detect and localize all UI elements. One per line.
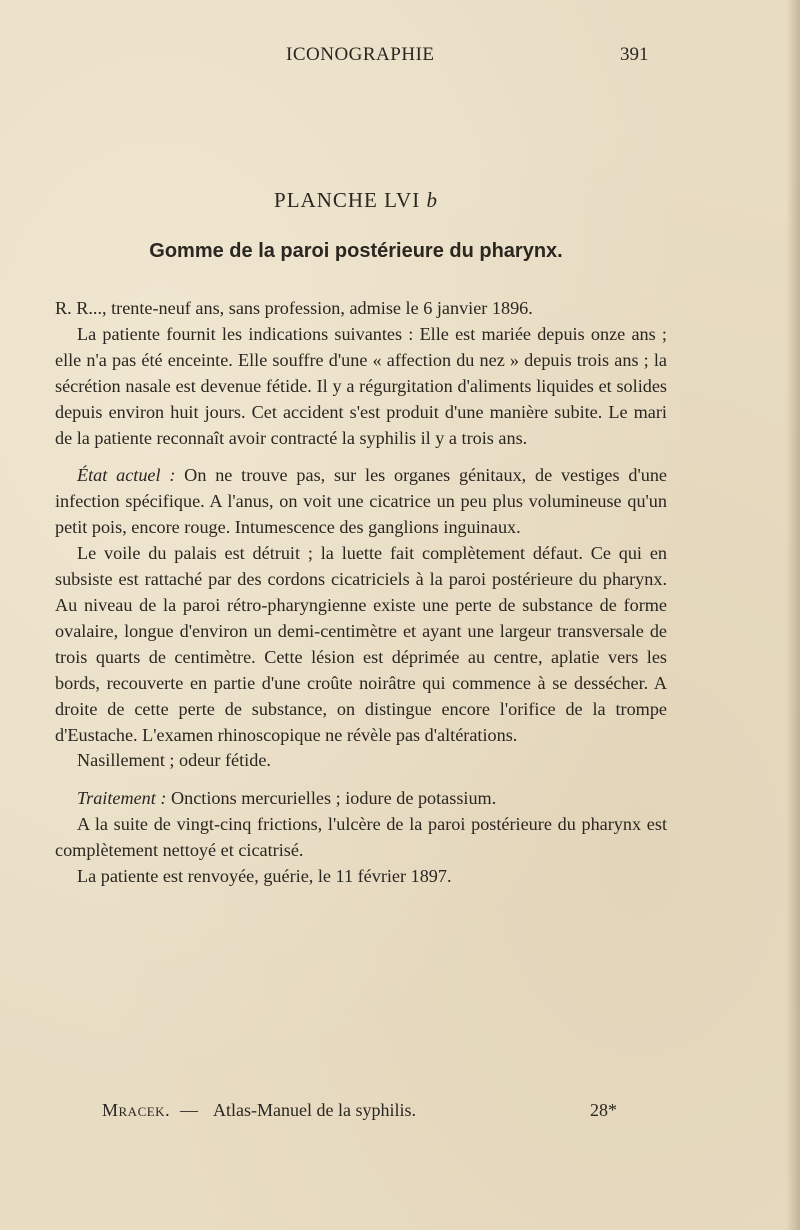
footer-author: Mracek. xyxy=(102,1100,171,1120)
signature-mark: 28* xyxy=(590,1100,617,1120)
page-edge-shadow xyxy=(786,0,800,1230)
subject-title: Gomme de la paroi postérieure du pharynx. xyxy=(149,240,563,262)
current-state-label: État actuel : xyxy=(77,465,176,486)
treatment-text: Onctions mercurielles ; iodure de potassium. xyxy=(166,788,497,809)
paragraph-treatment xyxy=(55,786,667,812)
page-footer xyxy=(0,1100,800,1126)
current-state-text: On ne trouve pas, sur les organes génitaux, de vestiges d'une infection spécifique. A l'anus, on voit une cicatrice un peu plus volumineuse qu'un petit pois, encore rouge. Intumescence des ganglions inguinaux. xyxy=(55,465,667,538)
plate-title xyxy=(0,188,712,213)
paragraph-symptoms: Nasillement ; odeur fétide. xyxy=(77,750,271,771)
paragraph-discharge: La patiente est renvoyée, guérie, le 11 février 1897. xyxy=(77,866,452,887)
page-header xyxy=(0,44,800,70)
paragraph-examination: Le voile du palais est détruit ; la luette fait complètement défaut. Ce qui en subsiste est rattaché par des cordons cicatriciels à la paroi postérieure du pharynx. Au niveau de la paroi rétro-pharyngienne existe une perte de substance de forme ovalaire, longue d'environ un demi-centimètre et ayant une largeur transversale de trois quarts de centimètre. Cette lésion est déprimée au centre, aplatie vers les bords, recouverte en partie d'une croûte noirâtre qui commence à se dessécher. A droite de cette perte de substance, on distingue encore l'orifice de la trompe d'Eustache. L'examen rhinoscopique ne révèle pas d'altérations. xyxy=(55,543,667,745)
running-head: ICONOGRAPHIE xyxy=(286,44,435,65)
footer-book-title: Atlas-Manuel de la syphilis. xyxy=(213,1100,416,1120)
treatment-label: Traitement : xyxy=(77,788,167,809)
paragraph-history: La patiente fournit les indications suivantes : Elle est mariée depuis onze ans ; elle n'a pas été enceinte. Elle souffre d'une « affection du nez » depuis trois ans ; la sécrétion nasale est devenue fétide. Il y a régurgitation d'aliments liquides et solides depuis environ huit jours. Cet accident s'est produit d'une manière subite. Le mari de la patiente reconnaît avoir contracté la syphilis il y a trois ans. xyxy=(55,323,667,448)
paragraph-patient-intro: R. R..., trente-neuf ans, sans profession, admise le 6 janvier 1896. xyxy=(55,298,533,318)
footer-dash: — xyxy=(180,1100,198,1120)
plate-suffix: b xyxy=(426,188,438,212)
body-text xyxy=(55,296,667,890)
plate-label: PLANCHE LVI xyxy=(274,188,421,212)
paragraph-current-state xyxy=(55,463,667,541)
paragraph-outcome: A la suite de vingt-cinq frictions, l'ulcère de la paroi postérieure du pharynx est complètement nettoyé et cicatrisé. xyxy=(55,814,667,861)
page-number: 391 xyxy=(620,44,649,65)
